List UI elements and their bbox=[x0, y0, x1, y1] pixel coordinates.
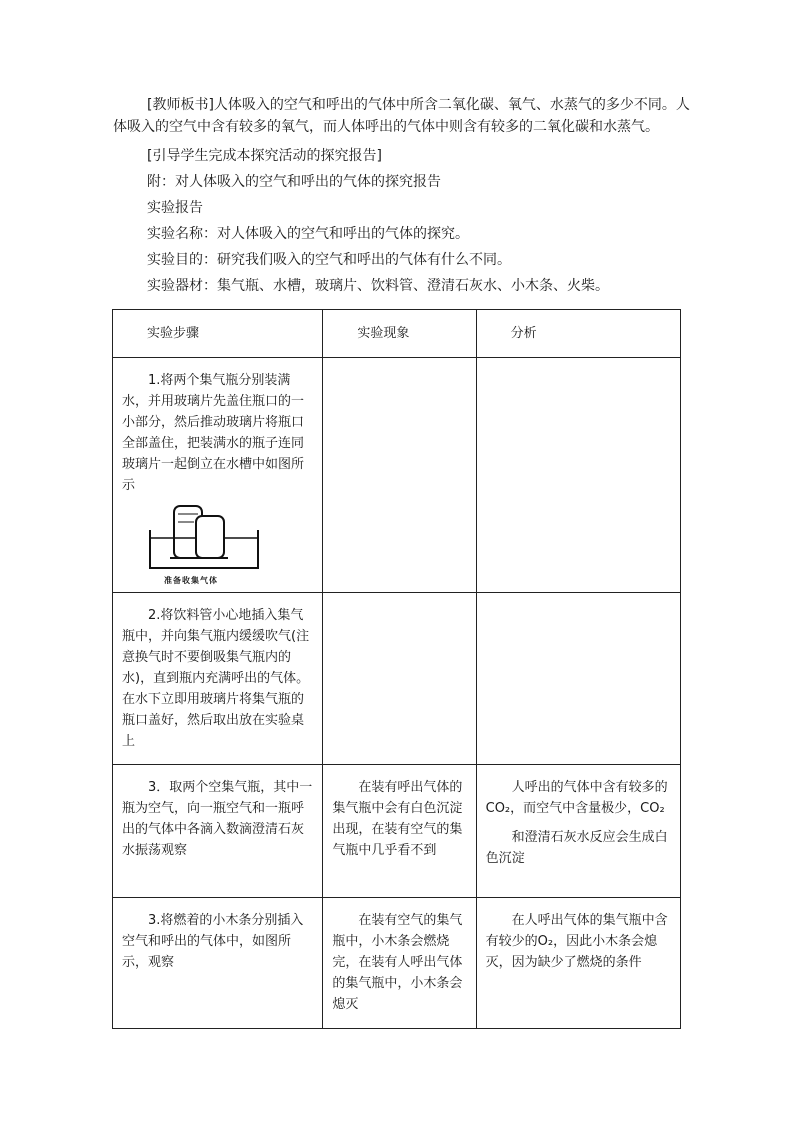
step-cell bbox=[113, 898, 323, 1029]
phenomenon-text: 在装有空气的集气瓶中，小木条会燃烧完，在装有人呼出气体的集气瓶中，小木条会熄灭 bbox=[332, 913, 463, 1012]
phenomenon-text: 在装有呼出气体的集气瓶中会有白色沉淀出现，在装有空气的集气瓶中几乎看不到 bbox=[332, 780, 463, 858]
step-text: 2.将饮料管小心地插入集气瓶中，并向集气瓶内缓缓吹气(注意换气时不要倒吸集气瓶内的水)，直到瓶内充满呼出的气体。在水下立即用玻璃片将集气瓶的瓶口盖好，然后取出放在实验桌上 bbox=[122, 608, 310, 749]
figure-caption: 准备收集气体 bbox=[164, 576, 218, 585]
intro-section bbox=[113, 94, 698, 299]
analysis-cell bbox=[476, 358, 680, 593]
appendix-title: 附：对人体吸入的空气和呼出的气体的探究报告 bbox=[147, 174, 441, 190]
analysis-cell bbox=[476, 898, 680, 1029]
analysis-text: 人呼出的气体中含有较多的CO₂，而空气中含量极少，CO₂ bbox=[485, 780, 668, 816]
step-text: 3.将燃着的小木条分别插入空气和呼出的气体中，如图所示，观察 bbox=[122, 913, 304, 970]
table-row bbox=[113, 358, 681, 593]
analysis-cell bbox=[476, 765, 680, 898]
experiment-equipment: 实验器材：集气瓶、水槽，玻璃片、饮料管、澄清石灰水、小木条、火柴。 bbox=[147, 278, 609, 294]
step-cell bbox=[113, 358, 323, 593]
table-header-row bbox=[113, 310, 681, 358]
report-title: 实验报告 bbox=[147, 200, 203, 216]
phenomenon-cell bbox=[323, 358, 476, 593]
analysis-text: 和澄清石灰水反应会生成白色沉淀 bbox=[485, 830, 668, 866]
water-trough-illustration bbox=[148, 504, 260, 574]
header-steps: 实验步骤 bbox=[113, 310, 323, 358]
analysis-text: 在人呼出气体的集气瓶中含有较少的O₂，因此小木条会熄灭，因为缺少了燃烧的条件 bbox=[485, 913, 668, 970]
step-cell bbox=[113, 593, 323, 765]
table-row bbox=[113, 593, 681, 765]
header-analysis: 分析 bbox=[476, 310, 680, 358]
table-row bbox=[113, 765, 681, 898]
step-cell bbox=[113, 765, 323, 898]
step-text: 1.将两个集气瓶分别装满水，并用玻璃片先盖住瓶口的一小部分，然后推动玻璃片将瓶口全部盖住，把装满水的瓶子连同玻璃片一起倒立在水槽中如图所示 bbox=[122, 373, 305, 493]
header-phenomenon: 实验现象 bbox=[323, 310, 476, 358]
report-table bbox=[112, 309, 681, 1029]
gas-collection-figure bbox=[148, 504, 313, 586]
phenomenon-cell bbox=[323, 898, 476, 1029]
table-row bbox=[113, 898, 681, 1029]
guide-note: [引导学生完成本探究活动的探究报告] bbox=[147, 148, 382, 164]
analysis-cell bbox=[476, 593, 680, 765]
experiment-name: 实验名称：对人体吸入的空气和呼出的气体的探究。 bbox=[147, 226, 469, 242]
step-text: 3．取两个空集气瓶，其中一瓶为空气，向一瓶空气和一瓶呼出的气体中各滴入数滴澄清石灰水振荡观察 bbox=[122, 780, 313, 858]
experiment-purpose: 实验目的：研究我们吸入的空气和呼出的气体有什么不同。 bbox=[147, 252, 511, 268]
teacher-note: [教师板书]人体吸入的空气和呼出的气体中所含二氧化碳、氧气、水蒸气的多少不同。人体吸入的空气中含有较多的氧气，而人体呼出的气体中则含有较多的二氧化碳和水蒸气。 bbox=[113, 97, 690, 135]
phenomenon-cell bbox=[323, 593, 476, 765]
phenomenon-cell bbox=[323, 765, 476, 898]
